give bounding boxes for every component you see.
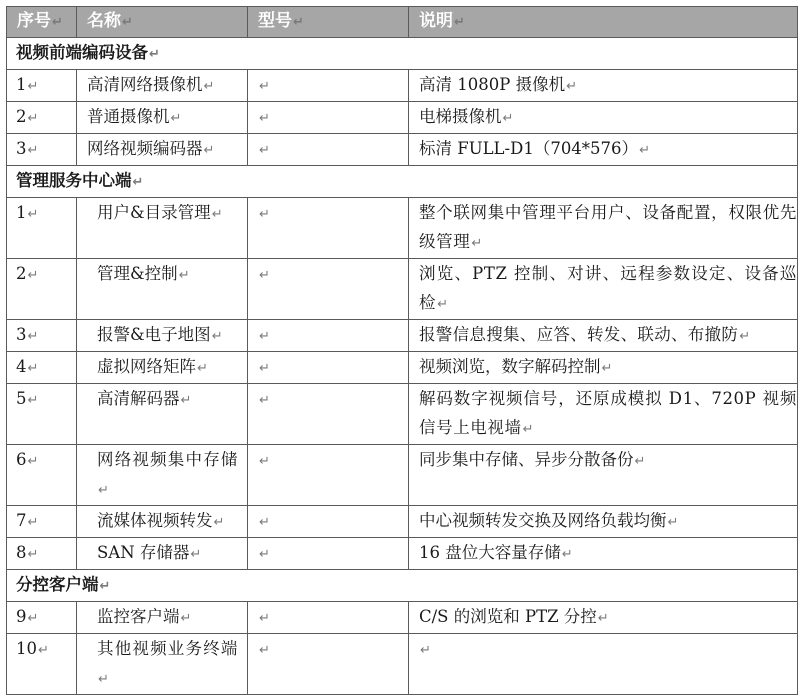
header-seq: 序号↵ — [7, 7, 77, 38]
row-model: ↵ — [248, 602, 409, 634]
table-row — [7, 70, 798, 102]
row-index: 8↵ — [7, 538, 77, 570]
row-desc: 电梯摄像机↵ — [409, 102, 798, 134]
table-row — [7, 506, 798, 538]
section-title: 视频前端编码设备↵ — [7, 38, 798, 70]
row-desc: 报警信息搜集、应答、转发、联动、布撤防↵ — [409, 320, 798, 352]
table-row — [7, 259, 798, 320]
row-desc: 视频浏览，数字解码控制↵ — [409, 352, 798, 384]
row-name: 普通摄像机↵ — [77, 102, 248, 134]
row-model: ↵ — [248, 634, 409, 695]
header-desc: 说明↵ — [409, 7, 798, 38]
table-row — [7, 602, 798, 634]
row-model: ↵ — [248, 70, 409, 102]
table-row — [7, 320, 798, 352]
row-name: 网络视频编码器↵ — [77, 134, 248, 166]
row-index: 9↵ — [7, 602, 77, 634]
row-model: ↵ — [248, 445, 409, 506]
row-desc: ↵ — [409, 634, 798, 695]
row-desc: 同步集中存储、异步分散备份↵ — [409, 445, 798, 506]
table-row — [7, 102, 798, 134]
table-row — [7, 134, 798, 166]
table-row — [7, 198, 798, 259]
row-model: ↵ — [248, 259, 409, 320]
row-name: SAN 存储器↵ — [77, 538, 248, 570]
row-index: 3↵ — [7, 134, 77, 166]
row-name: 网络视频集中存储↵ — [77, 445, 248, 506]
row-name: 其他视频业务终端↵ — [77, 634, 248, 695]
row-model: ↵ — [248, 506, 409, 538]
row-desc: C/S 的浏览和 PTZ 分控↵ — [409, 602, 798, 634]
row-model: ↵ — [248, 102, 409, 134]
row-desc: 高清 1080P 摄像机↵ — [409, 70, 798, 102]
table-row — [7, 634, 798, 695]
row-model: ↵ — [248, 352, 409, 384]
row-desc: 整个联网集中管理平台用户、设备配置，权限优先级管理↵ — [409, 198, 798, 259]
row-name: 管理&控制↵ — [77, 259, 248, 320]
row-index: 3↵ — [7, 320, 77, 352]
row-model: ↵ — [248, 198, 409, 259]
row-model: ↵ — [248, 134, 409, 166]
section-row — [7, 166, 798, 198]
row-index: 6↵ — [7, 445, 77, 506]
equipment-table — [6, 6, 798, 695]
row-model: ↵ — [248, 384, 409, 445]
row-name: 监控客户端↵ — [77, 602, 248, 634]
section-row — [7, 570, 798, 602]
section-title: 分控客户端↵ — [7, 570, 798, 602]
row-model: ↵ — [248, 320, 409, 352]
row-name: 用户&目录管理↵ — [77, 198, 248, 259]
row-desc: 标清 FULL-D1（704*576）↵ — [409, 134, 798, 166]
row-name: 报警&电子地图↵ — [77, 320, 248, 352]
table-row — [7, 445, 798, 506]
row-index: 2↵ — [7, 259, 77, 320]
row-desc: 浏览、PTZ 控制、对讲、远程参数设定、设备巡检↵ — [409, 259, 798, 320]
row-desc: 解码数字视频信号，还原成模拟 D1、720P 视频信号上电视墙↵ — [409, 384, 798, 445]
row-index: 7↵ — [7, 506, 77, 538]
table-header-row — [7, 7, 798, 38]
section-title: 管理服务中心端↵ — [7, 166, 798, 198]
row-name: 高清解码器↵ — [77, 384, 248, 445]
row-index: 1↵ — [7, 198, 77, 259]
row-model: ↵ — [248, 538, 409, 570]
header-name: 名称↵ — [77, 7, 248, 38]
table-row — [7, 384, 798, 445]
row-index: 2↵ — [7, 102, 77, 134]
row-name: 高清网络摄像机↵ — [77, 70, 248, 102]
row-desc: 16 盘位大容量存储↵ — [409, 538, 798, 570]
header-model: 型号↵ — [248, 7, 409, 38]
row-index: 4↵ — [7, 352, 77, 384]
table-row — [7, 352, 798, 384]
table-row — [7, 538, 798, 570]
section-row — [7, 38, 798, 70]
row-index: 1↵ — [7, 70, 77, 102]
row-index: 5↵ — [7, 384, 77, 445]
row-name: 流媒体视频转发↵ — [77, 506, 248, 538]
row-desc: 中心视频转发交换及网络负载均衡↵ — [409, 506, 798, 538]
row-name: 虚拟网络矩阵↵ — [77, 352, 248, 384]
row-index: 10↵ — [7, 634, 77, 695]
